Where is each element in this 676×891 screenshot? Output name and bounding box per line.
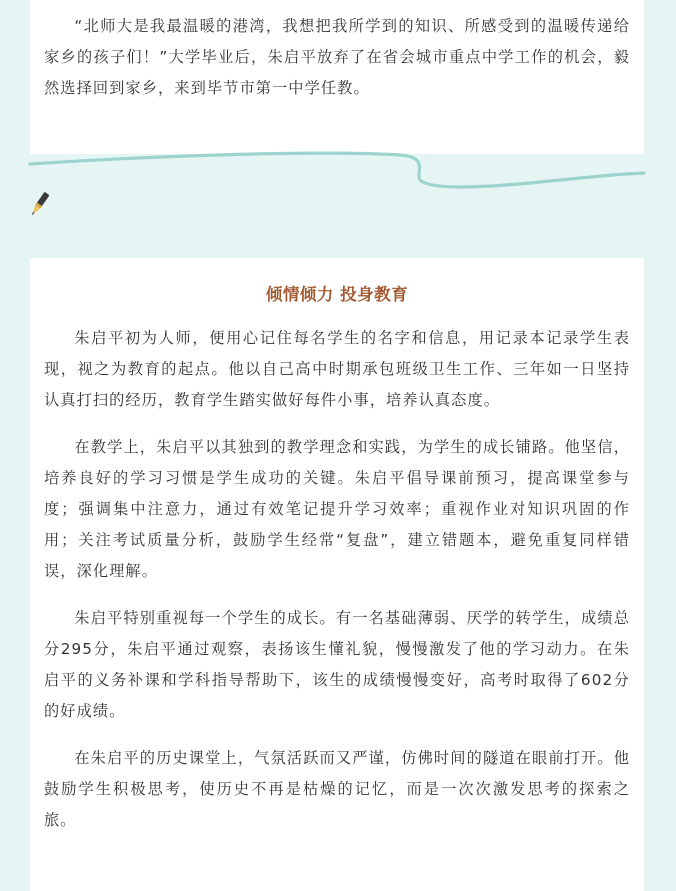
pen-icon — [26, 190, 52, 220]
section-title: 倾情倾力 投身教育 — [265, 285, 409, 304]
section-card — [30, 258, 644, 891]
section-paragraph: 朱启平初为人师，便用心记住每名学生的名字和信息，用记录本记录学生表现，视之为教育的起点。他以自己高中时期承包班级卫生工作、三年如一日坚持认真打扫的经历，教育学生踏实做好每件小事，培养认真态度。 — [44, 329, 630, 409]
section-paragraph: 在教学上，朱启平以其独到的教学理念和实践，为学生的成长铺路。他坚信，培养良好的学习习惯是学生成功的关键。朱启平倡导课前预习，提高课堂参与度；强调集中注意力，通过有效笔记提升学习效率；重视作业对知识巩固的作用；关注考试质量分析，鼓励学生经常“复盘”，建立错题本，避免重复同样错误，深化理解。 — [44, 438, 630, 580]
section-paragraph: 朱启平特别重视每一个学生的成长。有一名基础薄弱、厌学的转学生，成绩总分295分，朱启平通过观察，表扬该生懂礼貌，慢慢激发了他的学习动力。在朱启平的义务补课和学科指导帮助下，该生的成绩慢慢变好，高考时取得了602分的好成绩。 — [44, 609, 630, 720]
section-paragraph: 在朱启平的历史课堂上，气氛活跃而又严谨，仿佛时间的隧道在眼前打开。他鼓励学生积极思考，使历史不再是枯燥的记忆，而是一次次激发思考的探索之旅。 — [44, 749, 630, 829]
intro-card — [30, 0, 644, 154]
wave-divider — [0, 138, 676, 202]
intro-paragraph: “北师大是我最温暖的港湾，我想把我所学到的知识、所感受到的温暖传递给家乡的孩子们！”大学毕业后，朱启平放弃了在省会城市重点中学工作的机会，毅然选择回到家乡，来到毕节市第一中学任教。 — [44, 17, 630, 97]
